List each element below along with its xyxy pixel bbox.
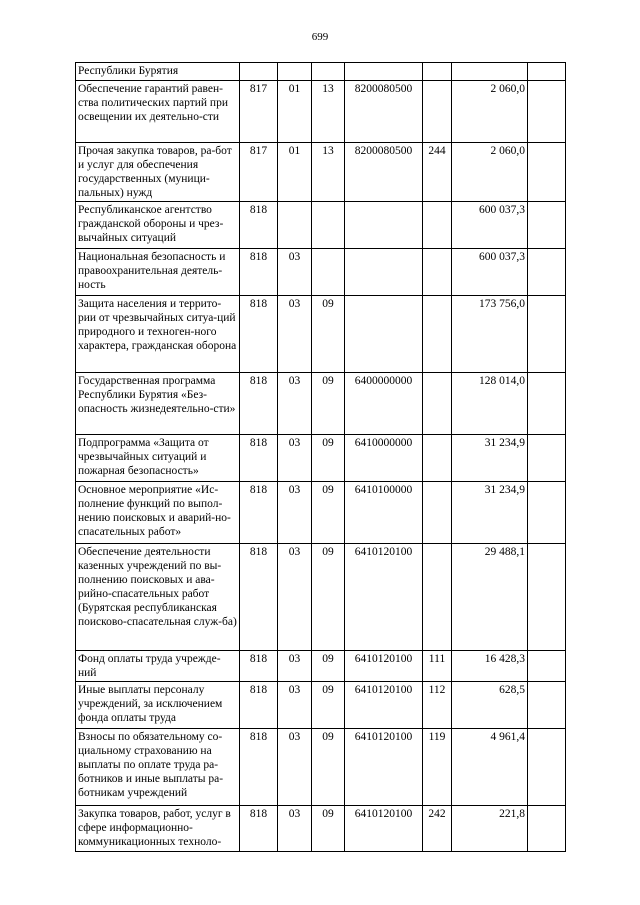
table-row bbox=[76, 202, 566, 249]
section-code: 03 bbox=[278, 296, 312, 373]
amount: 628,5 bbox=[452, 682, 528, 729]
table-row bbox=[76, 544, 566, 651]
target-article-code bbox=[345, 202, 423, 249]
ministry-code: 818 bbox=[240, 806, 278, 852]
target-article-code: 6410100000 bbox=[345, 482, 423, 544]
expense-type-code bbox=[423, 435, 452, 482]
ministry-code: 818 bbox=[240, 482, 278, 544]
ministry-code: 818 bbox=[240, 373, 278, 435]
target-article-code: 6410120100 bbox=[345, 682, 423, 729]
expense-type-code: 244 bbox=[423, 143, 452, 202]
target-article-code: 6400000000 bbox=[345, 373, 423, 435]
expense-type-code: 242 bbox=[423, 806, 452, 852]
subsection-code: 09 bbox=[312, 544, 345, 651]
expense-type-code bbox=[423, 296, 452, 373]
ministry-code: 818 bbox=[240, 729, 278, 806]
section-code: 03 bbox=[278, 682, 312, 729]
section-code bbox=[278, 202, 312, 249]
table-row bbox=[76, 143, 566, 202]
subsection-code bbox=[312, 202, 345, 249]
ministry-code: 817 bbox=[240, 81, 278, 143]
extra-cell bbox=[528, 806, 566, 852]
target-article-code: 6410120100 bbox=[345, 729, 423, 806]
extra-cell bbox=[528, 482, 566, 544]
section-code: 03 bbox=[278, 729, 312, 806]
extra-cell bbox=[528, 63, 566, 81]
extra-cell bbox=[528, 81, 566, 143]
subsection-code: 09 bbox=[312, 435, 345, 482]
expense-type-code bbox=[423, 544, 452, 651]
extra-cell bbox=[528, 249, 566, 296]
amount: 600 037,3 bbox=[452, 202, 528, 249]
amount: 16 428,3 bbox=[452, 651, 528, 682]
budget-table bbox=[75, 62, 566, 852]
target-article-code bbox=[345, 296, 423, 373]
row-name: Закупка товаров, работ, услуг в сфере информационно-коммуникационных техноло- bbox=[76, 806, 240, 852]
section-code: 03 bbox=[278, 482, 312, 544]
section-code: 03 bbox=[278, 544, 312, 651]
target-article-code: 6410120100 bbox=[345, 806, 423, 852]
target-article-code: 8200080500 bbox=[345, 143, 423, 202]
section-code: 03 bbox=[278, 806, 312, 852]
ministry-code: 818 bbox=[240, 249, 278, 296]
amount: 2 060,0 bbox=[452, 81, 528, 143]
target-article-code: 6410000000 bbox=[345, 435, 423, 482]
section-code: 03 bbox=[278, 373, 312, 435]
section-code: 01 bbox=[278, 143, 312, 202]
subsection-code: 09 bbox=[312, 651, 345, 682]
subsection-code bbox=[312, 63, 345, 81]
amount: 29 488,1 bbox=[452, 544, 528, 651]
table-row bbox=[76, 651, 566, 682]
amount: 4 961,4 bbox=[452, 729, 528, 806]
table-row bbox=[76, 63, 566, 81]
extra-cell bbox=[528, 435, 566, 482]
section-code: 03 bbox=[278, 435, 312, 482]
row-name: Иные выплаты персоналу учреждений, за исключением фонда оплаты труда bbox=[76, 682, 240, 729]
table-row bbox=[76, 81, 566, 143]
target-article-code bbox=[345, 249, 423, 296]
section-code bbox=[278, 63, 312, 81]
target-article-code: 6410120100 bbox=[345, 544, 423, 651]
subsection-code: 09 bbox=[312, 682, 345, 729]
expense-type-code: 119 bbox=[423, 729, 452, 806]
ministry-code: 818 bbox=[240, 544, 278, 651]
table-row bbox=[76, 806, 566, 852]
subsection-code: 09 bbox=[312, 482, 345, 544]
amount: 221,8 bbox=[452, 806, 528, 852]
subsection-code: 09 bbox=[312, 373, 345, 435]
extra-cell bbox=[528, 296, 566, 373]
row-name: Государственная программа Республики Бурятия «Без-опасность жизнедеятельно-сти» bbox=[76, 373, 240, 435]
ministry-code: 818 bbox=[240, 296, 278, 373]
expense-type-code bbox=[423, 202, 452, 249]
subsection-code: 09 bbox=[312, 729, 345, 806]
ministry-code: 818 bbox=[240, 682, 278, 729]
expense-type-code bbox=[423, 63, 452, 81]
subsection-code: 13 bbox=[312, 143, 345, 202]
table-row bbox=[76, 296, 566, 373]
ministry-code bbox=[240, 63, 278, 81]
expense-type-code: 111 bbox=[423, 651, 452, 682]
target-article-code: 6410120100 bbox=[345, 651, 423, 682]
row-name: Национальная безопасность и правоохранительная деятель-ность bbox=[76, 249, 240, 296]
expense-type-code bbox=[423, 373, 452, 435]
ministry-code: 817 bbox=[240, 143, 278, 202]
amount: 31 234,9 bbox=[452, 435, 528, 482]
row-name: Защита населения и террито-рии от чрезвычайных ситуа-ций природного и техноген-ного характера, гражданская оборона bbox=[76, 296, 240, 373]
amount: 31 234,9 bbox=[452, 482, 528, 544]
extra-cell bbox=[528, 544, 566, 651]
extra-cell bbox=[528, 202, 566, 249]
section-code: 03 bbox=[278, 249, 312, 296]
extra-cell bbox=[528, 682, 566, 729]
row-name: Республиканское агентство гражданской обороны и чрез-вычайных ситуаций bbox=[76, 202, 240, 249]
row-name: Взносы по обязательному со-циальному страхованию на выплаты по оплате труда ра-ботников и иные выплаты ра-ботникам учреждений bbox=[76, 729, 240, 806]
row-name: Обеспечение деятельности казенных учреждений по вы-полнению поисковых и ава-рийно-спасательных работ (Бурятская республиканская поисково-спасательная служ-ба) bbox=[76, 544, 240, 651]
table-row bbox=[76, 373, 566, 435]
table-row bbox=[76, 729, 566, 806]
amount: 600 037,3 bbox=[452, 249, 528, 296]
page-number: 699 bbox=[311, 31, 329, 43]
table-row bbox=[76, 682, 566, 729]
target-article-code: 8200080500 bbox=[345, 81, 423, 143]
amount: 128 014,0 bbox=[452, 373, 528, 435]
extra-cell bbox=[528, 373, 566, 435]
ministry-code: 818 bbox=[240, 651, 278, 682]
amount: 173 756,0 bbox=[452, 296, 528, 373]
table-row bbox=[76, 482, 566, 544]
row-name: Республики Бурятия bbox=[76, 63, 240, 81]
expense-type-code: 112 bbox=[423, 682, 452, 729]
ministry-code: 818 bbox=[240, 202, 278, 249]
row-name: Подпрограмма «Защита от чрезвычайных ситуаций и пожарная безопасность» bbox=[76, 435, 240, 482]
row-name: Обеспечение гарантий равен-ства политических партий при освещении их деятельно-сти bbox=[76, 81, 240, 143]
section-code: 01 bbox=[278, 81, 312, 143]
amount: 2 060,0 bbox=[452, 143, 528, 202]
subsection-code: 09 bbox=[312, 296, 345, 373]
section-code: 03 bbox=[278, 651, 312, 682]
row-name: Фонд оплаты труда учрежде-ний bbox=[76, 651, 240, 682]
extra-cell bbox=[528, 729, 566, 806]
extra-cell bbox=[528, 143, 566, 202]
row-name: Прочая закупка товаров, ра-бот и услуг для обеспечения государственных (муници-пальных) нужд bbox=[76, 143, 240, 202]
row-name: Основное мероприятие «Ис-полнение функций по выпол-нению поисковых и аварий-но-спасательных работ» bbox=[76, 482, 240, 544]
target-article-code bbox=[345, 63, 423, 81]
ministry-code: 818 bbox=[240, 435, 278, 482]
extra-cell bbox=[528, 651, 566, 682]
expense-type-code bbox=[423, 81, 452, 143]
subsection-code: 13 bbox=[312, 81, 345, 143]
table-row bbox=[76, 249, 566, 296]
amount bbox=[452, 63, 528, 81]
table-row bbox=[76, 435, 566, 482]
subsection-code bbox=[312, 249, 345, 296]
expense-type-code bbox=[423, 249, 452, 296]
expense-type-code bbox=[423, 482, 452, 544]
subsection-code: 09 bbox=[312, 806, 345, 852]
